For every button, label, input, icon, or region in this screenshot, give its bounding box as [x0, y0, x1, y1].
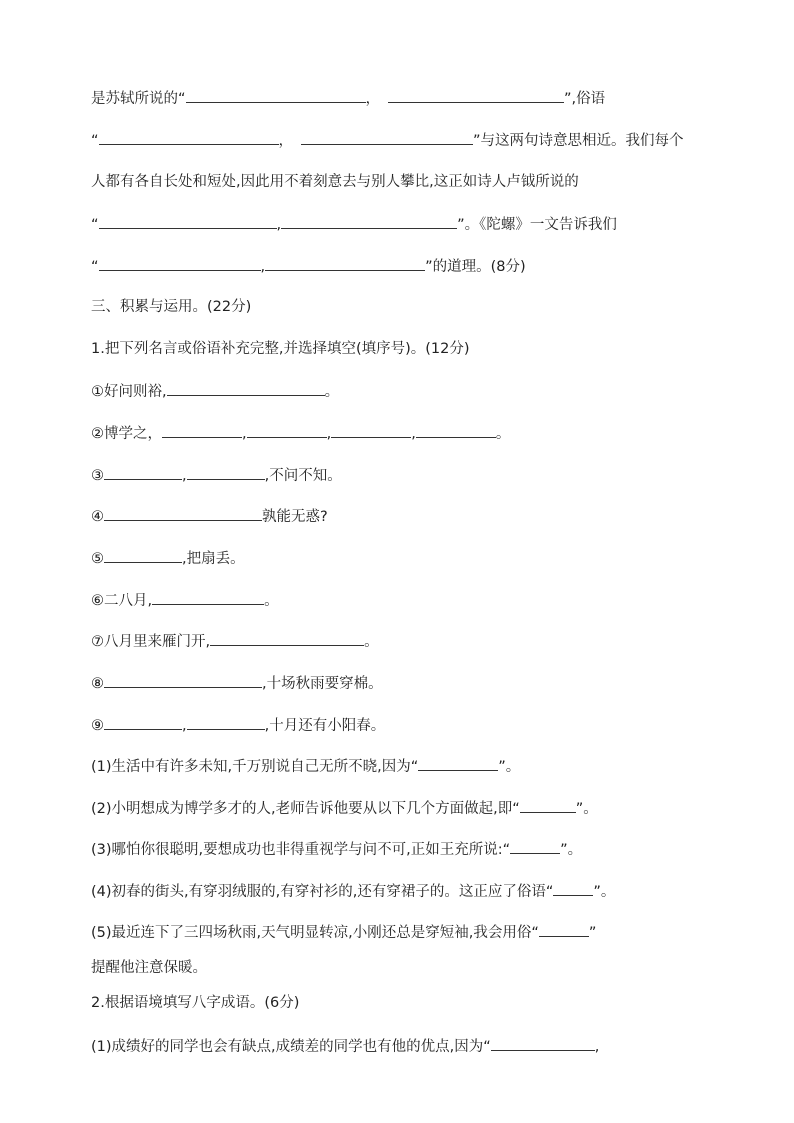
answer-blank[interactable] [99, 256, 261, 271]
item-6: ⑥二八月, 。 [91, 590, 734, 611]
item-7: ⑦八月里来雁门开, 。 [91, 631, 734, 652]
item-4: ④ 孰能无惑? [91, 506, 734, 527]
answer-blank[interactable] [553, 881, 593, 896]
answer-blank[interactable] [187, 465, 265, 480]
answer-blank[interactable] [510, 839, 560, 854]
intro-line-3: 人都有各自长处和短处,因此用不着刻意去与别人攀比,这正如诗人卢钺所说的 [91, 174, 579, 190]
answer-blank[interactable] [104, 548, 182, 563]
sub-question-5: (5)最近连下了三四场秋雨,天气明显转凉,小刚还总是穿短袖,我会用俗“ ” [91, 922, 734, 943]
intro-line-2: “ ， ”与这两句诗意思相近。我们每个 [91, 130, 734, 151]
answer-blank[interactable] [186, 88, 366, 103]
answer-blank[interactable] [104, 465, 182, 480]
answer-blank[interactable] [281, 214, 457, 229]
answer-blank[interactable] [99, 130, 279, 145]
answer-blank[interactable] [167, 381, 325, 396]
answer-blank[interactable] [152, 590, 264, 605]
answer-blank[interactable] [416, 423, 496, 438]
answer-blank[interactable] [247, 423, 327, 438]
item-1: ①好问则裕, 。 [91, 381, 734, 402]
intro-line-4: “ , ”。《陀螺》一文告诉我们 [91, 214, 734, 235]
q2-sub-question-1: (1)成绩好的同学也会有缺点,成绩差的同学也有他的优点,因为“ , [91, 1036, 734, 1057]
item-8: ⑧ ,十场秋雨要穿棉。 [91, 673, 734, 694]
item-5: ⑤ ,把扇丢。 [91, 548, 734, 569]
section-3-title: 三、积累与运用。(22分) [91, 299, 252, 315]
answer-blank[interactable] [301, 130, 473, 145]
sub-question-3: (3)哪怕你很聪明,要想成功也非得重视学与问不可,正如王充所说:“ ”。 [91, 839, 734, 860]
answer-blank[interactable] [418, 756, 498, 771]
answer-blank[interactable] [331, 423, 411, 438]
answer-blank[interactable] [99, 214, 277, 229]
answer-blank[interactable] [491, 1036, 595, 1051]
answer-blank[interactable] [265, 256, 425, 271]
sub-question-1: (1)生活中有许多未知,千万别说自己无所不晓,因为“ ”。 [91, 756, 734, 777]
item-3: ③ , ,不问不知。 [91, 465, 734, 486]
answer-blank[interactable] [104, 673, 262, 688]
item-9: ⑨ , ,十月还有小阳春。 [91, 715, 734, 736]
answer-blank[interactable] [388, 88, 564, 103]
answer-blank[interactable] [162, 423, 242, 438]
q1-title: 1.把下列名言或俗语补充完整,并选择填空(填序号)。(12分) [91, 341, 470, 357]
answer-blank[interactable] [187, 715, 265, 730]
answer-blank[interactable] [104, 715, 182, 730]
answer-blank[interactable] [210, 631, 364, 646]
sub-question-4: (4)初春的街头,有穿羽绒服的,有穿衬衫的,还有穿裙子的。这正应了俗语“ ”。 [91, 881, 734, 902]
sub-question-2: (2)小明想成为博学多才的人,老师告诉他要从以下几个方面做起,即“ ”。 [91, 798, 734, 819]
answer-blank[interactable] [539, 922, 589, 937]
sub-question-5-continued: 提醒他注意保暖。 [91, 960, 207, 976]
q2-title: 2.根据语境填写八字成语。(6分) [91, 995, 300, 1011]
item-2: ②博学之， , , , 。 [91, 423, 734, 444]
answer-blank[interactable] [104, 506, 262, 521]
intro-line-5: “ , ”的道理。(8分) [91, 256, 734, 277]
intro-line-1: 是苏轼所说的“ ， ”,俗语 [91, 88, 734, 109]
answer-blank[interactable] [520, 798, 576, 813]
